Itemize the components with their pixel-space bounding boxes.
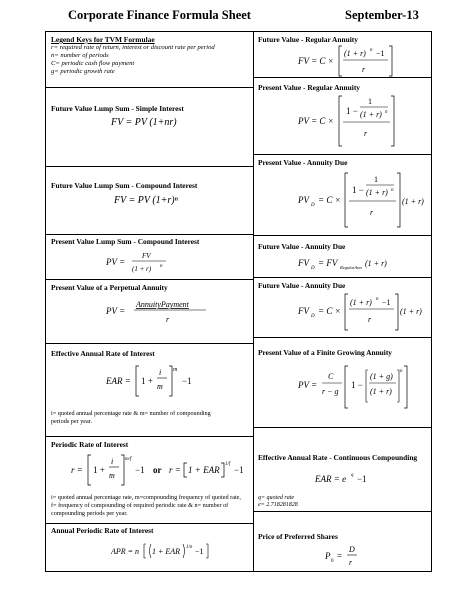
- fv-due-1-cell: [253, 236, 431, 278]
- svg-text:= C ×: = C ×: [318, 306, 341, 316]
- svg-text:AnnuityPayment: AnnuityPayment: [136, 300, 189, 309]
- svg-text:RegularAnn: RegularAnn: [340, 265, 362, 270]
- ear-continuous-title: Effective Annual Rate - Continuous Compounding: [258, 453, 418, 462]
- svg-text:C: C: [328, 372, 334, 381]
- svg-text:−1: −1: [182, 376, 192, 386]
- svg-text:FV: FV: [298, 306, 309, 316]
- legend-item-c: C= periodic cash flow payment: [51, 60, 135, 67]
- svg-text:n: n: [400, 369, 403, 374]
- svg-text:r =: r =: [71, 465, 83, 475]
- fv-regular-formula-graphic: [298, 44, 418, 78]
- svg-text:(1 + r): (1 + r): [344, 49, 366, 58]
- legend-title: Legend Keys for TVM Formulae: [51, 35, 155, 44]
- ear-continuous-note-2: e= 2.718281828: [258, 502, 298, 508]
- pv-regular-cell: [253, 78, 431, 155]
- svg-text:EAR = e: EAR = e: [315, 474, 347, 484]
- ear-note-1: i= quoted annual percentage rate & m= number of compounding: [51, 410, 211, 417]
- svg-text:D: D: [311, 314, 315, 319]
- pv-due-formula-graphic: [298, 169, 448, 231]
- legend-cell: [46, 32, 253, 88]
- svg-text:1 −: 1 −: [351, 380, 363, 390]
- preferred-cell: [253, 512, 431, 573]
- pv-growing-cell: [253, 338, 431, 428]
- preferred-title: Price of Preferred Shares: [258, 532, 338, 541]
- svg-text:n: n: [391, 188, 394, 193]
- fv-compound-cell: [46, 167, 253, 235]
- svg-text:i: i: [111, 457, 114, 466]
- svg-text:1/f: 1/f: [225, 462, 231, 467]
- svg-text:−1: −1: [376, 49, 385, 58]
- ear-title: Effective Annual Rate of Interest: [51, 349, 155, 358]
- svg-text:1 −: 1 −: [352, 185, 364, 195]
- svg-text:D: D: [349, 545, 355, 554]
- svg-text:r: r: [370, 208, 374, 217]
- pv-compound-formula-graphic: [106, 248, 186, 276]
- svg-text:n: n: [385, 110, 388, 115]
- ear-note-2: periods per year.: [51, 418, 93, 425]
- svg-text:PV =: PV =: [106, 306, 126, 316]
- svg-text:1 + EAR: 1 + EAR: [152, 547, 181, 556]
- right-column: [253, 32, 431, 571]
- legend-item-r: r= required rate of return, interest or discount rate per period: [51, 44, 215, 51]
- svg-text:r: r: [362, 65, 366, 74]
- fv-due-1-title: Future Value - Annuity Due: [258, 242, 346, 251]
- svg-text:−1: −1: [382, 298, 391, 307]
- svg-text:r: r: [166, 315, 170, 324]
- periodic-rate-note-3: compounding periods per year.: [51, 510, 128, 517]
- svg-text:(1 + r): (1 + r): [366, 188, 388, 197]
- formula-table: [45, 31, 432, 572]
- periodic-rate-title: Periodic Rate of Interest: [51, 440, 129, 449]
- svg-text:i: i: [159, 368, 162, 377]
- pv-regular-formula-graphic: [298, 92, 418, 152]
- svg-text:r: r: [364, 129, 368, 138]
- svg-text:APR = n: APR = n: [111, 547, 140, 556]
- svg-text:FV: FV: [298, 258, 309, 268]
- svg-text:D: D: [311, 266, 315, 271]
- svg-text:n: n: [370, 48, 373, 53]
- fv-simple-title: Future Value Lump Sum - Simple Interest: [51, 104, 184, 113]
- periodic-rate-note-1: i= quoted annual percentage rate, m=compounding frequency of quoted rate,: [51, 494, 241, 501]
- svg-text:m: m: [173, 367, 178, 373]
- svg-text:D: D: [311, 203, 315, 208]
- svg-text:EAR =: EAR =: [106, 376, 131, 386]
- legend-item-g: g= periodic growth rate: [51, 68, 115, 75]
- apr-cell: [46, 524, 253, 573]
- legend-item-n: n= number of periods: [51, 52, 109, 59]
- svg-text:1/n: 1/n: [186, 545, 193, 550]
- svg-text:PV =: PV =: [298, 380, 318, 390]
- fv-simple-formula: FV = PV (1+nr): [111, 117, 177, 128]
- svg-text:m/f: m/f: [125, 457, 132, 462]
- svg-text:1 + EAR: 1 + EAR: [188, 465, 220, 475]
- svg-text:m: m: [109, 471, 115, 480]
- svg-text:1 +: 1 +: [93, 465, 105, 475]
- svg-text:0: 0: [331, 559, 334, 564]
- pv-growing-title: Present Value of a Finite Growing Annuity: [258, 348, 393, 357]
- svg-text:P: P: [325, 551, 331, 561]
- svg-text:(1 + r): (1 + r): [400, 307, 422, 316]
- svg-text:PV: PV: [298, 195, 309, 205]
- svg-text:−1: −1: [195, 547, 204, 556]
- svg-text:1 −: 1 −: [346, 106, 358, 116]
- pv-due-title: Present Value - Annuity Due: [258, 158, 348, 167]
- svg-text:PV =: PV =: [106, 257, 126, 267]
- svg-text:−1: −1: [234, 465, 244, 475]
- svg-text:=: =: [337, 551, 343, 561]
- fv-compound-title: Future Value Lump Sum - Compound Interest: [51, 181, 198, 190]
- svg-text:or: or: [153, 465, 162, 475]
- periodic-rate-cell: [46, 437, 253, 524]
- svg-text:PV = C ×: PV = C ×: [298, 116, 334, 126]
- periodic-rate-note-2: f= frequency of compounding of required periodic rate & n= number of: [51, 502, 229, 509]
- svg-text:r =: r =: [169, 465, 181, 475]
- svg-text:n: n: [160, 264, 163, 269]
- ear-continuous-note-1: q= quoted rate: [258, 495, 295, 501]
- fv-due-2-formula-graphic: [298, 290, 448, 334]
- fv-regular-title: Future Value - Regular Annuity: [258, 35, 358, 44]
- svg-text:n: n: [376, 297, 379, 302]
- svg-text:(1 + r): (1 + r): [365, 259, 387, 268]
- fv-due-1-formula-graphic: [298, 253, 438, 275]
- svg-text:(1 + r): (1 + r): [370, 387, 392, 396]
- pv-perpetual-cell: [46, 280, 253, 344]
- page-title: Corporate Finance Formula Sheet: [68, 8, 251, 22]
- ear-continuous-cell: [253, 428, 431, 512]
- ear-continuous-formula-graphic: [315, 470, 395, 488]
- svg-text:−1: −1: [357, 474, 367, 484]
- periodic-rate-formula-graphic: [71, 451, 251, 491]
- svg-text:= FV: = FV: [318, 258, 338, 268]
- ear-cell: [46, 344, 253, 437]
- pv-perpetual-title: Present Value of a Perpetual Annuity: [51, 283, 168, 292]
- page-date: September-13: [345, 8, 419, 22]
- svg-text:FV: FV: [142, 252, 151, 260]
- svg-text:1: 1: [368, 97, 372, 106]
- svg-text:r: r: [368, 315, 372, 324]
- svg-text:(1 + r): (1 + r): [350, 298, 372, 307]
- svg-text:q: q: [351, 473, 354, 478]
- fv-simple-cell: [46, 88, 253, 167]
- svg-text:= C ×: = C ×: [318, 195, 341, 205]
- preferred-formula-graphic: [325, 542, 385, 570]
- svg-text:r − g: r − g: [322, 387, 339, 396]
- svg-text:(1 + g): (1 + g): [370, 372, 393, 381]
- pv-perpetual-formula-graphic: [106, 298, 216, 330]
- apr-title: Annual Periodic Rate of Interest: [51, 526, 154, 535]
- svg-text:m: m: [157, 382, 163, 391]
- pv-due-cell: [253, 155, 431, 236]
- svg-text:1 +: 1 +: [141, 376, 153, 386]
- svg-text:1: 1: [374, 175, 378, 184]
- ear-formula-graphic: [106, 362, 216, 402]
- pv-regular-title: Present Value - Regular Annuity: [258, 83, 360, 92]
- svg-text:(1 + r): (1 + r): [132, 265, 152, 273]
- left-column: [46, 32, 254, 571]
- fv-due-2-cell: [253, 278, 431, 338]
- svg-text:−1: −1: [135, 465, 145, 475]
- fv-regular-cell: [253, 32, 431, 78]
- fv-due-2-title: Future Value - Annuity Due: [258, 281, 346, 290]
- pv-growing-formula-graphic: [298, 362, 438, 414]
- pv-compound-cell: [46, 235, 253, 280]
- svg-text:(1 + r): (1 + r): [360, 110, 382, 119]
- svg-text:(1 + r): (1 + r): [402, 197, 424, 206]
- svg-text:FV = C ×: FV = C ×: [298, 56, 334, 66]
- pv-compound-title: Present Value Lump Sum - Compound Interest: [51, 237, 200, 246]
- fv-compound-formula: FV = PV (1+r)ⁿ: [114, 195, 178, 206]
- svg-text:r: r: [349, 558, 353, 567]
- apr-formula-graphic: [111, 540, 221, 564]
